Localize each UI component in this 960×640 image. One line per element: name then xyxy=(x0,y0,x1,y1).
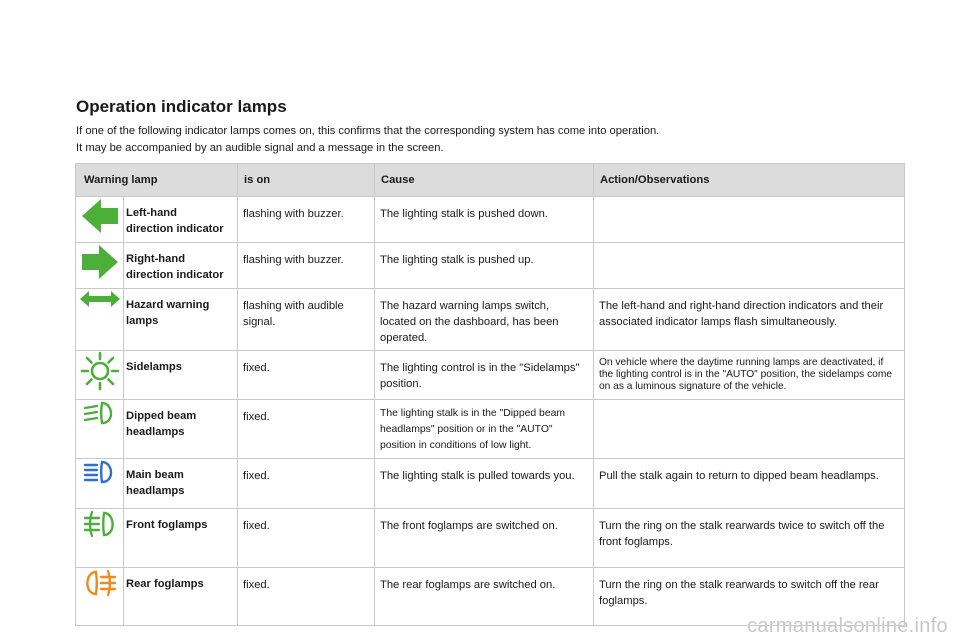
is-on-cell: fixed. xyxy=(238,509,375,568)
dipped-beam-icon xyxy=(76,400,124,459)
cause-cell: The rear foglamps are switched on. xyxy=(375,568,594,626)
action-cell xyxy=(594,243,905,289)
cause-cell: The front foglamps are switched on. xyxy=(375,509,594,568)
cause-cell: The hazard warning lamps switch, located on the dashboard, has been operated. xyxy=(375,289,594,351)
hazard-arrows-icon xyxy=(76,289,124,351)
action-cell: Turn the ring on the stalk rearwards twice to switch off the front foglamps. xyxy=(594,509,905,568)
lamp-name: Sidelamps xyxy=(124,351,238,400)
is-on-cell: fixed. xyxy=(238,459,375,509)
is-on-cell: flashing with buzzer. xyxy=(238,197,375,243)
lamp-name: Main beam headlamps xyxy=(124,459,238,509)
is-on-cell: fixed. xyxy=(238,400,375,459)
intro-line-2: It may be accompanied by an audible signal and a message in the screen. xyxy=(76,142,444,154)
header-cause: Cause xyxy=(375,164,594,197)
cause-cell: The lighting stalk is pushed down. xyxy=(375,197,594,243)
indicator-lamps-table xyxy=(75,163,905,626)
is-on-cell: fixed. xyxy=(238,568,375,626)
lamp-name: Right-hand direction indicator xyxy=(124,243,238,289)
lamp-name: Hazard warning lamps xyxy=(124,289,238,351)
table-row xyxy=(76,459,905,509)
lamp-name: Dipped beam headlamps xyxy=(124,400,238,459)
cause-cell: The lighting stalk is pulled towards you. xyxy=(375,459,594,509)
sidelamps-icon xyxy=(76,351,124,400)
intro-line-1: If one of the following indicator lamps comes on, this confirms that the corresponding system has come into operation. xyxy=(76,125,660,137)
intro-text xyxy=(76,123,659,157)
action-cell: The left-hand and right-hand direction indicators and their associated indicator lamps flash simultaneously. xyxy=(594,289,905,351)
watermark: carmanualsonline.info xyxy=(747,615,948,637)
main-beam-icon xyxy=(76,459,124,509)
action-cell: Turn the ring on the stalk rearwards to switch off the rear foglamps. xyxy=(594,568,905,626)
front-foglamp-icon xyxy=(76,509,124,568)
table-row xyxy=(76,509,905,568)
action-cell: On vehicle where the daytime running lamps are deactivated, if the lighting control is in the "AUTO" position, the sidelamps come on as a luminous signature of the vehicle. xyxy=(594,351,905,400)
table-row xyxy=(76,400,905,459)
cause-cell: The lighting stalk is pushed up. xyxy=(375,243,594,289)
lamp-name: Left-hand direction indicator xyxy=(124,197,238,243)
header-action: Action/Observations xyxy=(594,164,905,197)
action-cell: Pull the stalk again to return to dipped beam headlamps. xyxy=(594,459,905,509)
cause-cell: The lighting control is in the "Sidelamps" position. xyxy=(375,351,594,400)
lamp-name: Rear foglamps xyxy=(124,568,238,626)
table-row xyxy=(76,197,905,243)
page-title: Operation indicator lamps xyxy=(76,97,287,116)
cause-cell: The lighting stalk is in the "Dipped beam headlamps" position or in the "AUTO" position in conditions of low light. xyxy=(375,400,594,459)
is-on-cell: flashing with audible signal. xyxy=(238,289,375,351)
table-row xyxy=(76,351,905,400)
header-warning-lamp: Warning lamp xyxy=(76,164,238,197)
action-cell xyxy=(594,197,905,243)
table-header-row xyxy=(76,164,905,197)
header-is-on: is on xyxy=(238,164,375,197)
is-on-cell: fixed. xyxy=(238,351,375,400)
table-row xyxy=(76,289,905,351)
action-cell xyxy=(594,400,905,459)
rear-foglamp-icon xyxy=(76,568,124,626)
right-arrow-icon xyxy=(76,243,124,289)
is-on-cell: flashing with buzzer. xyxy=(238,243,375,289)
table-row xyxy=(76,243,905,289)
left-arrow-icon xyxy=(76,197,124,243)
lamp-name: Front foglamps xyxy=(124,509,238,568)
